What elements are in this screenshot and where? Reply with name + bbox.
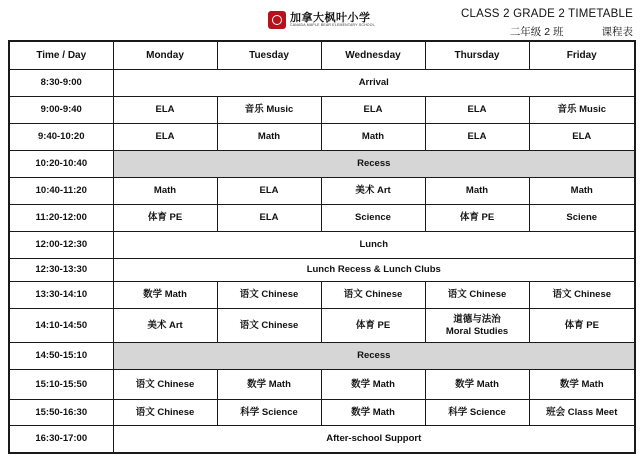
timetable-table [8, 40, 636, 454]
table-row [9, 205, 635, 232]
school-name-en: CANADA MAPLE BEAR ELEMENTARY SCHOOL [290, 23, 375, 28]
table-row [9, 178, 635, 205]
table-row [9, 343, 635, 370]
lesson-tuesday: 数学 Math [217, 370, 321, 400]
lesson-thursday: 道德与法治 Moral Studies [425, 309, 529, 343]
school-emblem-icon [268, 11, 286, 29]
lesson-monday: ELA [113, 97, 217, 124]
time-slot: 10:40-11:20 [9, 178, 113, 205]
timetable-title: CLASS 2 GRADE 2 TIMETABLE [460, 8, 633, 20]
all-days-activity: Lunch [113, 232, 635, 259]
table-row [9, 151, 635, 178]
lesson-tuesday: ELA [217, 178, 321, 205]
time-slot: 16:30-17:00 [9, 426, 113, 453]
lesson-thursday: ELA [425, 124, 529, 151]
lesson-wednesday: ELA [321, 97, 425, 124]
lesson-thursday: ELA [425, 97, 529, 124]
lesson-wednesday: 数学 Math [321, 400, 425, 426]
lesson-tuesday: 科学 Science [217, 400, 321, 426]
header-wednesday: Wednesday [321, 41, 425, 70]
table-row [9, 124, 635, 151]
table-row [9, 282, 635, 309]
school-name-cn: 加拿大枫叶小学 [290, 11, 371, 25]
header-time-day: Time / Day [9, 41, 113, 70]
lesson-monday: 数学 Math [113, 282, 217, 309]
time-slot: 12:00-12:30 [9, 232, 113, 259]
school-name [290, 12, 375, 28]
table-row [9, 370, 635, 400]
lesson-friday: 语文 Chinese [529, 282, 635, 309]
lesson-wednesday: Science [321, 205, 425, 232]
lesson-wednesday: 美术 Art [321, 178, 425, 205]
lesson-thursday: Math [425, 178, 529, 205]
lesson-friday: 班会 Class Meet [529, 400, 635, 426]
lesson-thursday: 语文 Chinese [425, 282, 529, 309]
all-days-activity: Recess [113, 151, 635, 178]
time-slot: 15:10-15:50 [9, 370, 113, 400]
school-logo [268, 11, 375, 29]
time-slot: 9:40-10:20 [9, 124, 113, 151]
timetable-body [9, 70, 635, 453]
page-header [0, 0, 641, 40]
lesson-tuesday: Math [217, 124, 321, 151]
lesson-monday: 语文 Chinese [113, 400, 217, 426]
lesson-monday: 体育 PE [113, 205, 217, 232]
lesson-friday: 数学 Math [529, 370, 635, 400]
time-slot: 8:30-9:00 [9, 70, 113, 97]
timetable-subtitle [510, 24, 633, 39]
time-slot: 11:20-12:00 [9, 205, 113, 232]
lesson-thursday: 科学 Science [425, 400, 529, 426]
table-row [9, 232, 635, 259]
table-row [9, 400, 635, 426]
time-slot: 12:30-13:30 [9, 259, 113, 282]
lesson-tuesday: ELA [217, 205, 321, 232]
time-slot: 14:50-15:10 [9, 343, 113, 370]
lesson-tuesday: 语文 Chinese [217, 282, 321, 309]
lesson-friday: Sciene [529, 205, 635, 232]
table-row [9, 259, 635, 282]
lesson-friday: 音乐 Music [529, 97, 635, 124]
header-tuesday: Tuesday [217, 41, 321, 70]
lesson-monday: 语文 Chinese [113, 370, 217, 400]
table-row [9, 70, 635, 97]
all-days-activity: Arrival [113, 70, 635, 97]
table-row [9, 426, 635, 453]
lesson-wednesday: 数学 Math [321, 370, 425, 400]
all-days-activity: Recess [113, 343, 635, 370]
time-slot: 9:00-9:40 [9, 97, 113, 124]
lesson-wednesday: 体育 PE [321, 309, 425, 343]
lesson-friday: 体育 PE [529, 309, 635, 343]
time-slot: 13:30-14:10 [9, 282, 113, 309]
lesson-thursday: 体育 PE [425, 205, 529, 232]
table-row [9, 309, 635, 343]
all-days-activity: After-school Support [113, 426, 635, 453]
lesson-monday: Math [113, 178, 217, 205]
lesson-wednesday: 语文 Chinese [321, 282, 425, 309]
lesson-tuesday: 音乐 Music [217, 97, 321, 124]
time-slot: 15:50-16:30 [9, 400, 113, 426]
time-slot: 10:20-10:40 [9, 151, 113, 178]
lesson-thursday: 数学 Math [425, 370, 529, 400]
time-slot: 14:10-14:50 [9, 309, 113, 343]
lesson-tuesday: 语文 Chinese [217, 309, 321, 343]
header-monday: Monday [113, 41, 217, 70]
timetable-label-cn: 课程表 [601, 26, 633, 38]
lesson-monday: ELA [113, 124, 217, 151]
header-friday: Friday [529, 41, 635, 70]
lesson-friday: Math [529, 178, 635, 205]
class-name-cn: 二年级 2 班 [509, 26, 564, 38]
all-days-activity: Lunch Recess & Lunch Clubs [113, 259, 635, 282]
lesson-friday: ELA [529, 124, 635, 151]
table-header-row [9, 41, 635, 70]
lesson-monday: 美术 Art [113, 309, 217, 343]
timetable [8, 40, 634, 454]
lesson-wednesday: Math [321, 124, 425, 151]
header-thursday: Thursday [425, 41, 529, 70]
table-row [9, 97, 635, 124]
